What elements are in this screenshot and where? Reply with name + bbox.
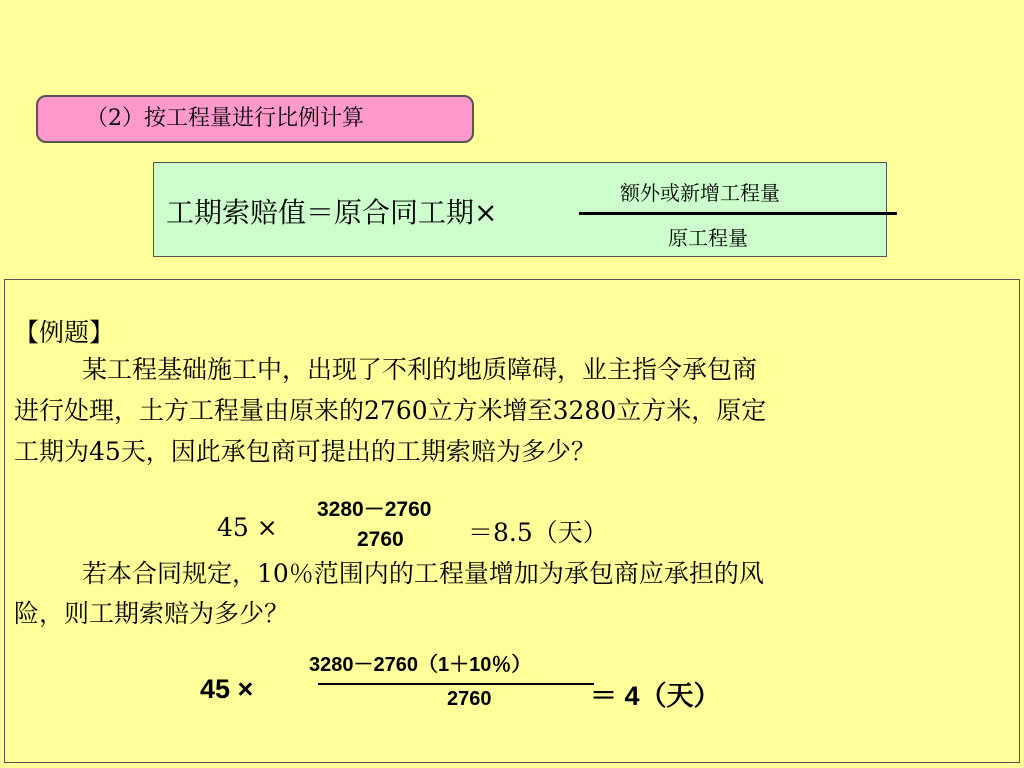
paragraph1-line2: 进行处理，土方工程量由原来的2760立方米增至3280立方米，原定 — [14, 396, 767, 425]
paragraph2-line1: 若本合同规定，10％范围内的工程量增加为承包商应承担的风 — [82, 559, 764, 588]
paragraph1-line3: 工期为45天，因此承包商可提出的工期索赔为多少？ — [14, 437, 596, 466]
calc1-multiplier: 45 × — [217, 513, 278, 542]
section-heading-text: （2）按工程量进行比例计算 — [86, 106, 364, 131]
calc2-denominator: 2760 — [447, 688, 492, 710]
formula-lhs: 工期索赔值＝原合同工期× — [166, 196, 498, 229]
calc1-numerator: 3280－2760 — [317, 498, 432, 521]
calc2-fraction-bar — [318, 683, 594, 685]
calc2-result: ＝ 4（天） — [590, 681, 721, 711]
formula-fraction-bar — [579, 212, 897, 215]
formula-numerator: 额外或新增工程量 — [620, 181, 780, 205]
section-heading — [36, 95, 474, 143]
calc2-numerator: 3280－2760（1＋10％） — [309, 654, 532, 676]
calc1-denominator: 2760 — [357, 528, 404, 551]
calc1-result: ＝8.5（天） — [468, 518, 608, 547]
formula-denominator: 原工程量 — [668, 226, 748, 250]
paragraph1-line1: 某工程基础施工中，出现了不利的地质障碍，业主指令承包商 — [82, 355, 758, 384]
example-label: 【例题】 — [14, 318, 115, 347]
formula-box — [153, 162, 887, 257]
paragraph2-line2: 险，则工期索赔为多少？ — [14, 599, 290, 628]
calc2-multiplier: 45 × — [200, 674, 254, 704]
